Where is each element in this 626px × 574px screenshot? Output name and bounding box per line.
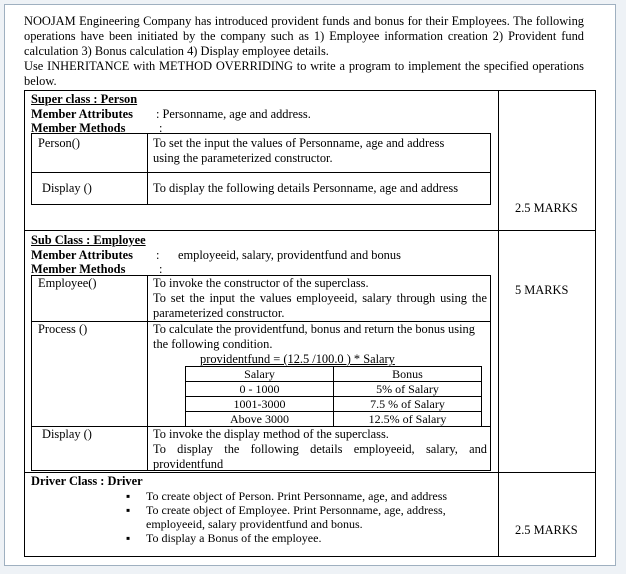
person-method-name: Person() xyxy=(38,136,80,150)
employee-display-name: Display () xyxy=(42,427,92,441)
intro-instruction: Use INHERITANCE with METHOD OVERRIDING to write a program to implement the specified operations below. xyxy=(24,59,584,88)
bullet-icon: ▪ xyxy=(126,531,131,545)
superclass-methods-label: Member Methods xyxy=(31,121,126,135)
problem-statement xyxy=(24,14,584,89)
superclass-attributes-value: : Personname, age and address. xyxy=(156,107,311,121)
bonus-rate: 12.5% of Salary xyxy=(334,412,482,427)
subclass-methods-table xyxy=(31,275,491,471)
person-display-name: Display () xyxy=(42,181,92,195)
bullet-icon: ▪ xyxy=(126,503,131,517)
process-method-desc: To calculate the providentfund, bonus and return the bonus using the following condition. xyxy=(153,322,475,351)
salary-range: Above 3000 xyxy=(186,412,334,427)
column-divider xyxy=(147,134,148,204)
driver-heading: Driver Class : Driver xyxy=(31,474,143,488)
bonus-table-header-bonus: Bonus xyxy=(334,367,482,382)
superclass-attributes-label: Member Attributes xyxy=(31,107,133,121)
driver-list xyxy=(126,489,481,545)
subclass-attributes-value: : employeeid, salary, providentfund and bonus xyxy=(156,248,401,262)
employee-method-desc-2: To set the input the values employeeid, salary through using the parameterized constructor. xyxy=(153,291,487,320)
section-divider-2 xyxy=(25,472,595,473)
column-divider xyxy=(147,276,148,470)
salary-range: 1001-3000 xyxy=(186,397,334,412)
table-row xyxy=(186,397,482,412)
list-item: ▪ To create object of Person. Print Personname, age, and address xyxy=(126,489,448,503)
subclass-marks: 5 MARKS xyxy=(515,283,569,297)
employee-display-desc-1: To invoke the display method of the superclass. xyxy=(153,427,389,441)
superclass-methods-colon: : xyxy=(159,121,163,135)
superclass-methods-table xyxy=(31,133,491,205)
employee-method-name: Employee() xyxy=(38,276,97,290)
superclass-marks: 2.5 MARKS xyxy=(515,201,578,215)
employee-display-desc-2: To display the following details employeeid, salary, and providentfund xyxy=(153,442,487,471)
bonus-rate: 7.5 % of Salary xyxy=(334,397,482,412)
bonus-table xyxy=(185,366,482,427)
employee-method-desc-1: To invoke the constructor of the superclass. xyxy=(153,276,369,290)
bonus-rate: 5% of Salary xyxy=(334,382,482,397)
requirements-table xyxy=(24,90,596,557)
person-display-desc: To display the following details Personname, age and address xyxy=(153,181,459,195)
bullet-icon: ▪ xyxy=(126,489,131,503)
table-row xyxy=(186,382,482,397)
subclass-methods-colon: : xyxy=(159,262,163,276)
process-method-name: Process () xyxy=(38,322,88,336)
row-divider xyxy=(32,172,490,173)
section-divider-1 xyxy=(25,230,595,231)
driver-marks: 2.5 MARKS xyxy=(515,523,578,537)
bonus-table-header xyxy=(186,367,482,382)
superclass-heading: Super class : Person xyxy=(31,92,138,106)
intro-paragraph: NOOJAM Engineering Company has introduced provident funds and bonus for their Employees. The following operations have been initiated by the company such as 1) Employee information creation 2) Provident fund calculation 3) Bonus calculation 4) Display employee details. xyxy=(24,14,584,58)
subclass-attributes-label: Member Attributes xyxy=(31,248,133,262)
person-method-desc: To set the input the values of Personname, age and address using the parameterized constructor. xyxy=(153,136,445,165)
bonus-table-header-salary: Salary xyxy=(186,367,334,382)
salary-range: 0 - 1000 xyxy=(186,382,334,397)
table-row xyxy=(186,412,482,427)
providentfund-formula: providentfund = (12.5 /100.0 ) * Salary xyxy=(200,352,395,366)
subclass-heading: Sub Class : Employee xyxy=(31,233,146,247)
list-item: ▪ To display a Bonus of the employee. xyxy=(126,531,322,545)
subclass-methods-label: Member Methods xyxy=(31,262,126,276)
marks-column-divider xyxy=(498,91,499,556)
list-item: ▪ To create object of Employee. Print Personname, age, address, employeeid, salary providentfund and bonus. xyxy=(126,503,446,531)
